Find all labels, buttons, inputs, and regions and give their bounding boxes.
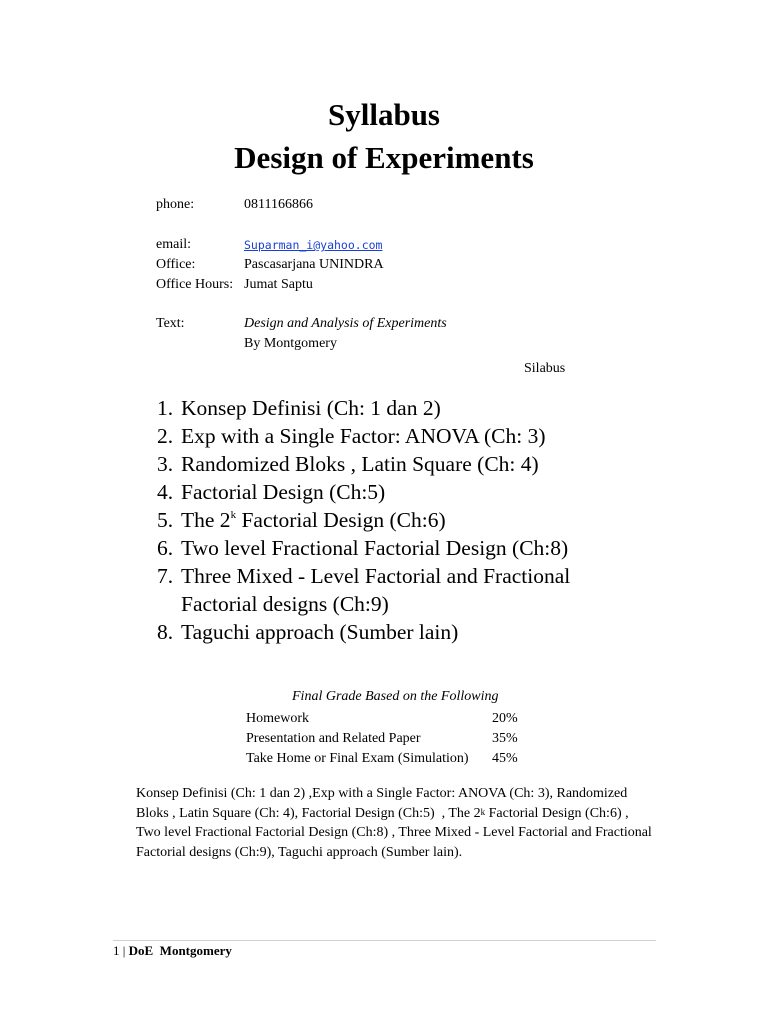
grade-row xyxy=(246,709,518,729)
grade-heading: Final Grade Based on the Following xyxy=(292,689,499,704)
grade-item: Take Home or Final Exam (Simulation) xyxy=(246,751,469,766)
list-item xyxy=(157,506,677,534)
list-item xyxy=(157,450,677,478)
grade-percent: 20% xyxy=(492,711,518,726)
footer-divider xyxy=(113,940,656,941)
list-number: 3. xyxy=(157,452,174,476)
phone-label: phone: xyxy=(156,197,195,212)
document-title: Syllabus xyxy=(327,97,440,132)
grade-item: Presentation and Related Paper xyxy=(246,731,421,746)
footer-text: DoE Montgomery xyxy=(128,943,232,958)
text-label: Text: xyxy=(156,316,185,331)
list-item xyxy=(157,478,677,506)
topic-list xyxy=(157,394,677,646)
summary-text: Konsep Definisi (Ch: 1 dan 2) ,Exp with a Single Factor: ANOVA (Ch: 3), Randomized Bloks , Latin Square (Ch: 4), Factorial Design (Ch:5) , The 2 xyxy=(136,786,631,821)
document-subtitle: Design of Experiments xyxy=(234,140,534,175)
list-item xyxy=(157,618,677,646)
list-item xyxy=(157,394,677,422)
list-item xyxy=(157,422,677,450)
topic-text-cont: Factorial Design (Ch:6) xyxy=(236,508,446,532)
grade-row xyxy=(246,729,518,749)
list-number: 6. xyxy=(157,536,174,560)
email-link[interactable]: Suparman_i@yahoo.com xyxy=(244,238,383,252)
office-hours-value: Jumat Saptu xyxy=(244,277,313,292)
email-label: email: xyxy=(156,237,191,252)
topic-text: Konsep Definisi (Ch: 1 dan 2) xyxy=(181,396,441,420)
phone-value: 0811166866 xyxy=(244,197,313,212)
page-footer xyxy=(113,943,232,959)
topic-text: Factorial Design (Ch:5) xyxy=(181,480,386,504)
superscript-k: k xyxy=(480,806,486,817)
topic-text: Two level Fractional Factorial Design (Ch:8) xyxy=(181,536,569,560)
silabus-label: Silabus xyxy=(524,361,566,376)
textbook-author: By Montgomery xyxy=(244,336,337,351)
grade-item: Homework xyxy=(246,711,309,726)
list-number: 2. xyxy=(157,424,174,448)
topic-text: The 2 xyxy=(181,508,231,532)
grade-row xyxy=(246,749,518,769)
topic-text: Taguchi approach (Sumber lain) xyxy=(181,620,459,644)
topic-text: Exp with a Single Factor: ANOVA (Ch: 3) xyxy=(181,424,546,448)
list-number: 1. xyxy=(157,396,174,420)
summary-text-cont: Factorial Design (Ch:6) , Two level Fractional Factorial Design (Ch:8) , Three Mixed - Level Factorial and Fractional Factorial designs (Ch:9), Taguchi approach (Sumber lain). xyxy=(136,805,656,860)
topic-text: Randomized Bloks , Latin Square (Ch: 4) xyxy=(181,452,539,476)
topic-text: Three Mixed - Level Factorial and Fractional xyxy=(181,564,571,588)
textbook-title: Design and Analysis of Experiments xyxy=(244,316,447,331)
office-hours-label: Office Hours: xyxy=(156,277,234,292)
topic-text-cont: Factorial designs (Ch:9) xyxy=(181,592,389,616)
list-item xyxy=(157,534,677,562)
summary-paragraph xyxy=(136,784,656,862)
list-number: 5. xyxy=(157,508,174,532)
grade-percent: 45% xyxy=(492,751,518,766)
list-number: 8. xyxy=(157,620,174,644)
list-item xyxy=(157,562,677,618)
grade-percent: 35% xyxy=(492,731,518,746)
list-number: 4. xyxy=(157,480,174,504)
page-number: 1 | xyxy=(113,943,126,958)
office-label: Office: xyxy=(156,257,196,272)
list-number: 7. xyxy=(157,564,174,588)
superscript-k: k xyxy=(230,509,237,521)
office-value: Pascasarjana UNINDRA xyxy=(244,257,384,272)
